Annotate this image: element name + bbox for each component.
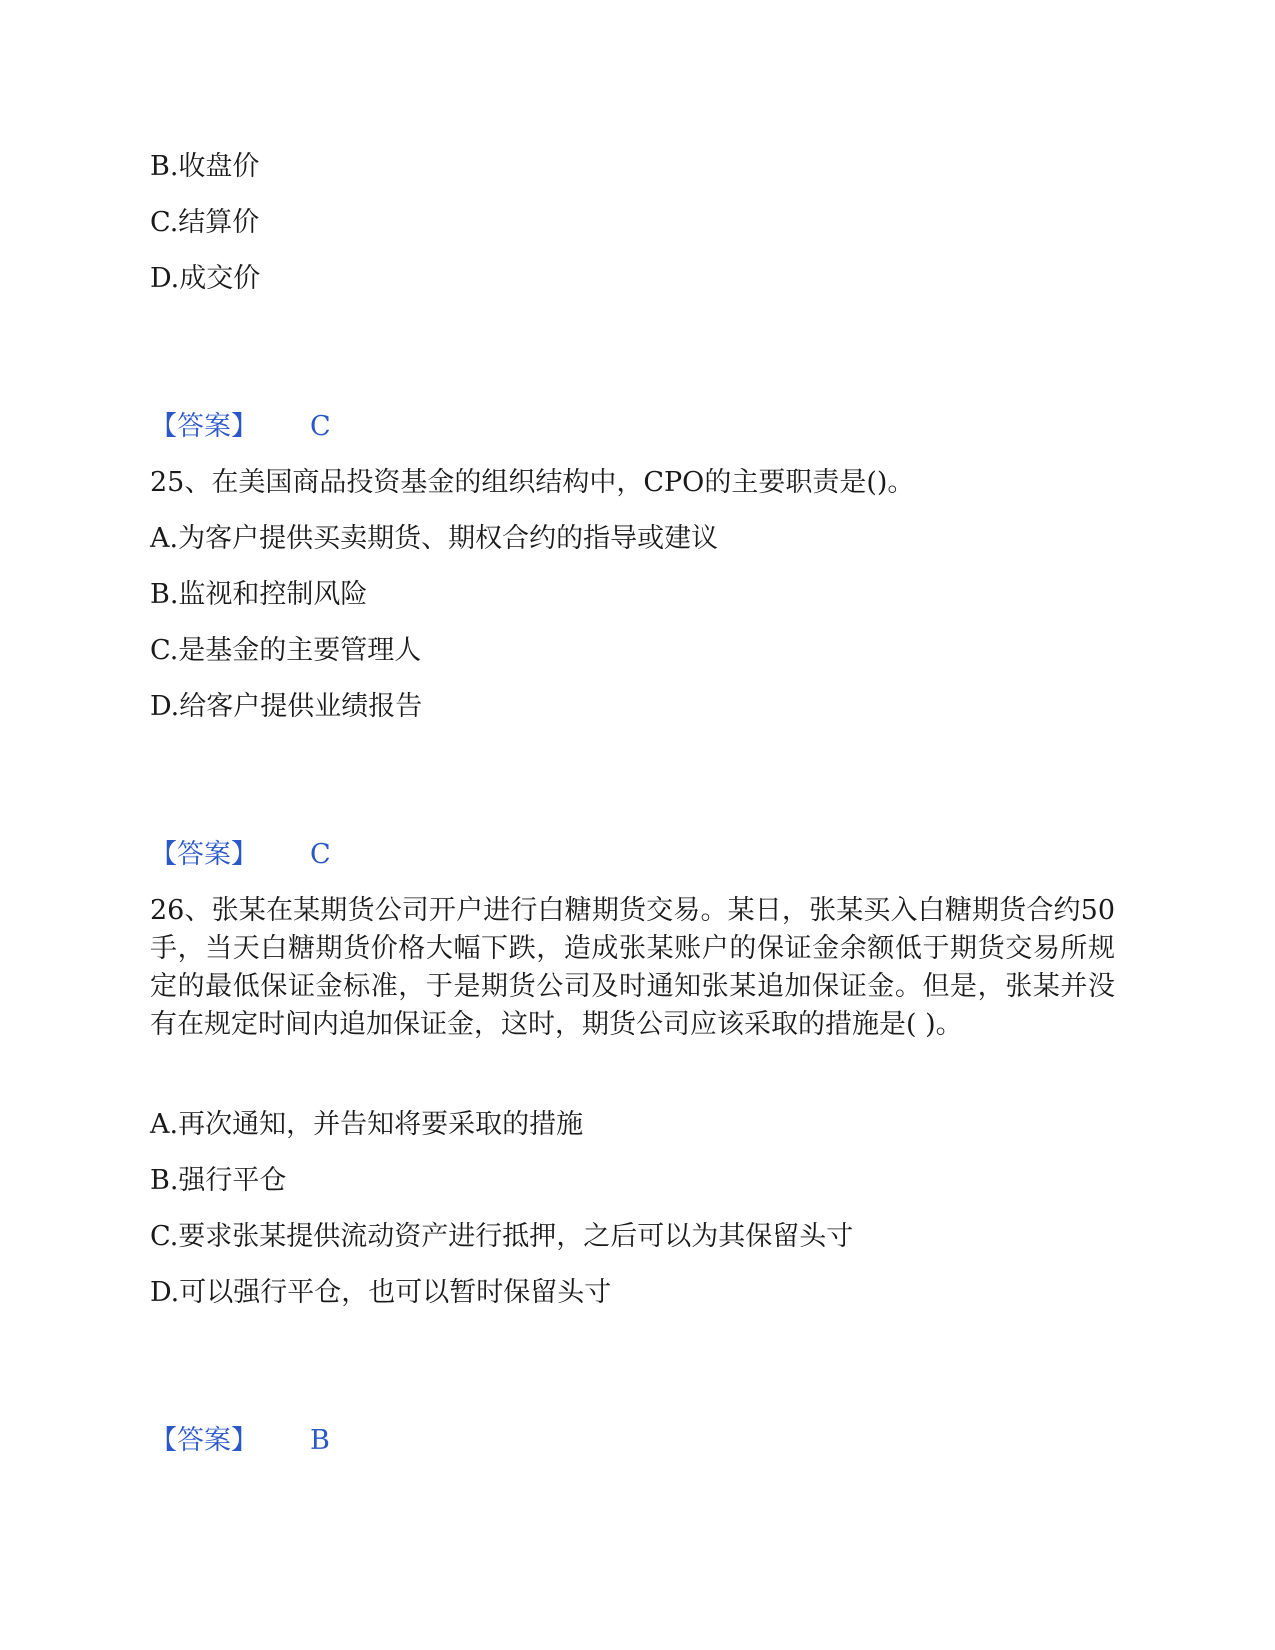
answer-label: 【答案】 — [150, 1425, 258, 1456]
q26-answer — [150, 1424, 330, 1458]
q25-answer — [150, 838, 331, 872]
q25-option-c: C.是基金的主要管理人 — [150, 635, 422, 666]
answer-label: 【答案】 — [150, 411, 258, 442]
q24-option-c: C.结算价 — [150, 207, 260, 238]
q26-option-c: C.要求张某提供流动资产进行抵押，之后可以为其保留头寸 — [150, 1221, 854, 1252]
q24-option-d: D.成交价 — [150, 263, 261, 294]
q25-option-b: B.监视和控制风险 — [150, 579, 368, 610]
q26-stem: 26、张某在某期货公司开户进行白糖期货交易。某日，张某买入白糖期货合约50手，当天白糖期货价格大幅下跌，造成张某账户的保证金余额低于期货交易所规定的最低保证金标准，于是期货公司及时通知张某追加保证金。但是，张某并没有在规定时间内追加保证金，这时，期货公司应该采取的措施是( )。 — [150, 895, 1115, 1040]
q26-option-b: B.强行平仓 — [150, 1165, 287, 1196]
answer-value: C — [310, 839, 331, 870]
q24-answer — [150, 410, 331, 444]
q26-option-d: D.可以强行平仓，也可以暂时保留头寸 — [150, 1277, 612, 1308]
answer-value: C — [310, 411, 331, 442]
q24-option-b: B.收盘价 — [150, 151, 260, 182]
q25-option-a: A.为客户提供买卖期货、期权合约的指导或建议 — [150, 523, 719, 554]
q26-option-a: A.再次通知，并告知将要采取的措施 — [150, 1109, 584, 1140]
q25-option-d: D.给客户提供业绩报告 — [150, 691, 423, 722]
answer-label: 【答案】 — [150, 839, 258, 870]
answer-value: B — [310, 1425, 330, 1456]
q25-stem: 25、在美国商品投资基金的组织结构中，CPO的主要职责是()。 — [150, 467, 915, 498]
